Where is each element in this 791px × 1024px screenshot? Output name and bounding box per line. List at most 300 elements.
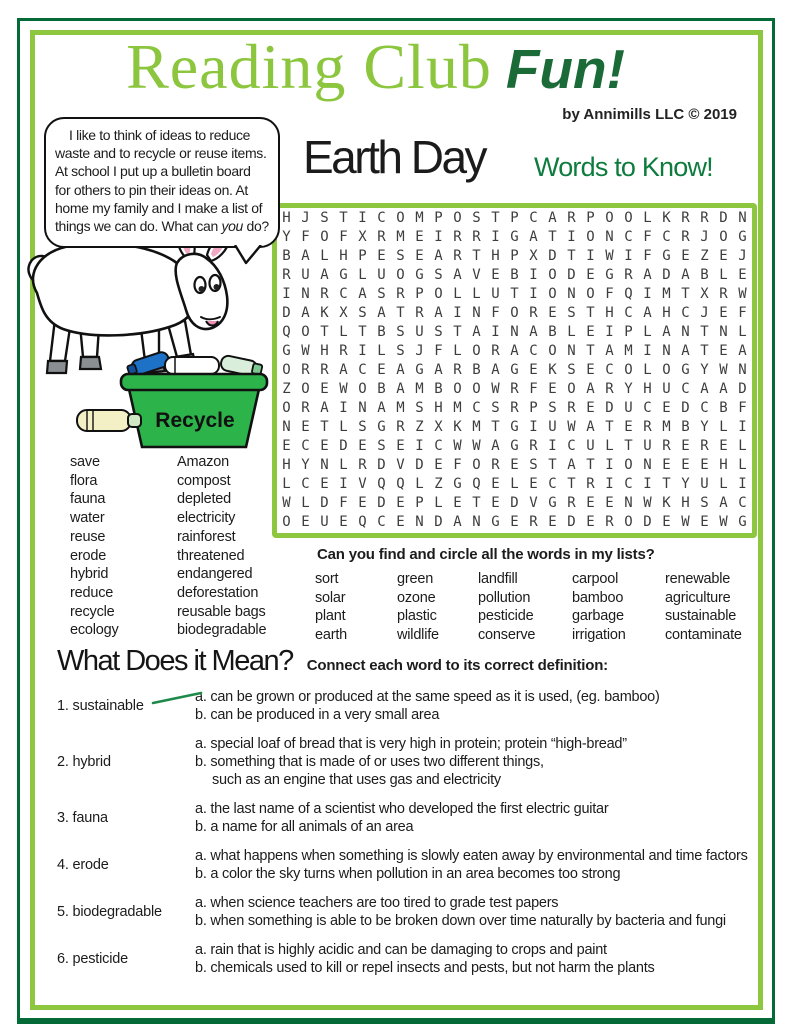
word-search-letter: E [605,495,614,511]
word-search-letter: C [548,476,557,492]
word-search-letter: Q [358,514,367,530]
word-search-letter: W [605,248,614,264]
word-search-letter: R [301,400,310,416]
word-search-letter: N [681,324,690,340]
title-reading-club: Reading Club [126,31,492,102]
find-word: solar [315,589,346,606]
word-search-letter: E [396,438,405,454]
word-search-letter: E [586,267,595,283]
word-search-letter: O [358,381,367,397]
find-words-column [315,570,397,645]
find-words-columns [315,570,742,645]
find-word: bamboo [572,589,624,606]
word-search-letter: F [453,457,462,473]
word-search-letter: E [396,514,405,530]
word-search-letter: G [282,343,291,359]
find-word: wildlife [397,627,439,644]
word-search-letter: O [472,343,481,359]
left-word-lists [70,453,266,640]
word-search-letter: K [548,362,557,378]
word-search-letter: T [662,476,671,492]
word-search-letter: W [681,514,690,530]
word-search-row [277,342,752,361]
word-search-letter: K [662,495,671,511]
word-search-letter: A [453,514,462,530]
word-search-letter: S [358,305,367,321]
word-search-letter: N [567,343,576,359]
word-search-row [277,247,752,266]
word-list-item: erode [70,547,107,564]
word-search-letter: X [700,286,709,302]
word-search-letter: Z [282,381,291,397]
word-search-letter: S [415,400,424,416]
word-search-letter: H [681,495,690,511]
word-search-letter: C [301,438,310,454]
definition-option: a. rain that is highly acidic and can be damaging to crops and paint [195,942,607,958]
definition-item [57,800,751,836]
word-search-letter: N [624,495,633,511]
word-search-letter: E [529,362,538,378]
definition-word [57,800,195,836]
word-search-letter: O [396,210,405,226]
word-search-letter: E [700,514,709,530]
word-search-letter: D [415,457,424,473]
word-search-letter: M [453,400,462,416]
word-search-letter: I [605,457,614,473]
word-search-letter: F [434,343,443,359]
word-search-row [277,323,752,342]
word-search-letter: R [605,381,614,397]
word-search-letter: D [662,267,671,283]
definition-option: a. can be grown or produced at the same speed as it is used, (eg. bamboo) [195,689,660,705]
word-search-letter: I [358,343,367,359]
word-search-letter: E [548,514,557,530]
word-search-letter: T [472,248,481,264]
find-word: pollution [478,589,531,606]
word-search-letter: C [377,210,386,226]
word-search-row [277,456,752,475]
definition-option: b. a name for all animals of an area [195,819,414,835]
find-words-prompt: Can you find and circle all the words in my lists? [317,546,655,563]
definition-item [57,847,751,883]
word-search-letter: N [472,305,481,321]
find-word: sort [315,571,339,587]
word-search-letter: R [510,400,519,416]
word-search-letter: T [586,343,595,359]
word-search-letter: I [586,248,595,264]
word-search-letter: W [719,514,728,530]
word-search-letter: N [567,286,576,302]
word-search-letter: F [529,381,538,397]
word-list-item: electricity [177,510,236,527]
definition-options [195,894,751,930]
definition-options [195,735,751,789]
word-search-letter: E [453,495,462,511]
word-search-letter: M [415,381,424,397]
word-search-letter: R [453,248,462,264]
word-search-letter: E [491,495,500,511]
goat-body [33,244,196,336]
word-search-letter: R [472,229,481,245]
speech-bubble [44,117,280,248]
word-search-letter: C [605,362,614,378]
word-search-letter: W [738,286,747,302]
word-list-item: endangered [177,566,253,583]
word-search-letter: C [681,381,690,397]
word-search-letter: E [282,438,291,454]
definition-option: b. a color the sky turns when pollution in an area becomes too strong [195,866,621,882]
find-word: ozone [397,589,436,606]
word-search-letter: C [700,400,709,416]
word-search-letter: G [510,362,519,378]
subtitle-earth-day: Earth Day [303,131,486,183]
word-search-letter: C [624,476,633,492]
word-search-letter: T [681,286,690,302]
word-search-letter: K [320,305,329,321]
word-list-item: threatened [177,547,245,564]
word-search-letter: M [472,419,481,435]
word-list-item: reusable bags [177,603,266,620]
word-search-letter: R [396,286,405,302]
word-search-letter: I [415,438,424,454]
word-search-row [277,285,752,304]
word-search-letter: L [605,438,614,454]
word-search-letter: C [301,476,310,492]
word-search-letter: J [738,248,747,264]
word-search-letter: J [415,343,424,359]
word-search-letter: H [320,343,329,359]
word-search-letter: O [605,210,614,226]
find-words-column [478,570,572,645]
word-search-letter: H [434,400,443,416]
word-search-letter: C [377,514,386,530]
word-list-item: compost [177,472,231,489]
recycle-bin-rim [121,374,267,390]
word-search-letter: I [529,286,538,302]
recycle-bin-label: Recycle [155,409,235,432]
word-search-letter: A [719,495,728,511]
definition-options [195,800,751,836]
word-search-letter: N [719,324,728,340]
word-search-letter: E [681,438,690,454]
word-search-letter: R [681,210,690,226]
word-search-row [277,513,752,532]
word-search-letter: N [472,514,481,530]
word-search-letter: S [700,495,709,511]
word-search-letter: Y [624,381,633,397]
word-search-letter: R [282,267,291,283]
word-search-box [272,203,757,538]
word-search-letter: A [301,305,310,321]
word-search-letter: O [624,457,633,473]
find-word: plant [315,608,346,625]
word-search-letter: I [643,286,652,302]
word-search-letter: A [320,267,329,283]
word-search-letter: P [415,286,424,302]
word-search-letter: N [643,457,652,473]
word-search-letter: U [586,438,595,454]
word-search-letter: H [719,457,728,473]
word-search-letter: N [415,514,424,530]
word-search-letter: E [301,419,310,435]
word-search-letter: O [472,457,481,473]
word-search-letter: B [377,324,386,340]
word-search-letter: I [624,248,633,264]
word-search-letter: O [453,381,462,397]
word-search-letter: G [738,514,747,530]
goat-hoof [80,357,101,369]
word-search-letter: E [738,267,747,283]
word-search-letter: O [396,267,405,283]
word-search-letter: L [358,267,367,283]
word-search-letter: N [662,343,671,359]
definition-option: b. chemicals used to kill or repel insects and pests, but not harm the plants [195,960,655,976]
find-word: earth [315,627,348,644]
word-search-letter: R [491,343,500,359]
word-search-letter: D [567,514,576,530]
speech-bubble-tail [232,245,264,267]
word-search-letter: X [434,419,443,435]
word-search-letter: P [358,248,367,264]
word-search-letter: B [719,400,728,416]
word-list-item: deforestation [177,584,259,601]
word-search-letter: L [434,495,443,511]
word-search-letter: L [738,438,747,454]
definitions-heading: What Does it Mean? [57,645,293,677]
find-word: agriculture [665,589,731,606]
word-search-letter: A [719,381,728,397]
find-word: pesticide [478,608,534,625]
word-search-letter: P [510,210,519,226]
word-search-letter: R [301,362,310,378]
word-search-letter: C [358,362,367,378]
word-search-letter: R [529,438,538,454]
word-search-letter: A [396,362,405,378]
word-search-letter: D [719,210,728,226]
word-search-letter: Y [301,457,310,473]
word-search-letter: G [662,248,671,264]
word-search-letter: K [662,210,671,226]
definition-item [57,688,751,724]
find-word: sustainable [665,608,737,625]
word-search-letter: M [415,210,424,226]
find-word: green [397,571,434,587]
word-search-letter: E [662,514,671,530]
goat-hoof [47,361,67,373]
find-words-column [572,570,665,645]
find-word: garbage [572,608,624,625]
word-search-letter: L [339,324,348,340]
word-search-letter: R [567,400,576,416]
word-search-letter: Y [700,419,709,435]
definitions-instruction: Connect each word to its correct definition: [306,657,608,674]
left-word-column-2 [177,453,266,640]
word-search-letter: F [339,229,348,245]
definitions-section [57,645,751,988]
word-search-letter: T [548,457,557,473]
word-search-letter: U [320,514,329,530]
word-search-letter: E [529,476,538,492]
word-search-letter: L [738,324,747,340]
left-word-column-1 [70,453,177,640]
word-search-letter: I [529,267,538,283]
word-search-letter: E [586,514,595,530]
word-search-letter: R [510,381,519,397]
word-search-letter: T [358,324,367,340]
word-search-letter: E [415,248,424,264]
word-search-letter: A [643,267,652,283]
word-search-letter: S [491,400,500,416]
word-search-letter: N [358,400,367,416]
word-search-letter: T [510,286,519,302]
word-search-letter: T [567,476,576,492]
definition-word [57,941,195,977]
word-list-item: recycle [70,603,115,620]
word-search-letter: B [700,267,709,283]
word-search-letter: L [643,362,652,378]
word-search-letter: A [339,362,348,378]
word-search-letter: T [472,495,481,511]
word-search-letter: N [738,362,747,378]
word-search-letter: W [719,362,728,378]
word-search-letter: R [700,438,709,454]
word-search-letter: C [567,438,576,454]
word-list-item: water [70,510,105,527]
word-search-letter: E [586,324,595,340]
word-search-letter: A [586,419,595,435]
definition-option-continued: such as an engine that uses gas and electricity [212,772,501,788]
word-list-item: ecology [70,622,119,639]
word-search-letter: D [377,457,386,473]
word-search-letter: E [491,476,500,492]
word-search-letter: F [301,229,310,245]
definition-word-label: 4. erode [57,857,109,873]
word-search-letter: S [567,305,576,321]
speech-bubble-text-end: do? [242,218,269,235]
definitions-header [57,645,751,678]
word-search-letter: J [700,305,709,321]
word-search-letter: U [624,400,633,416]
word-search-letter: H [282,210,291,226]
word-search-letter: B [681,419,690,435]
definition-word-label: 6. pesticide [57,951,128,967]
word-search-letter: E [624,419,633,435]
word-search-letter: O [548,343,557,359]
word-search-letter: U [301,267,310,283]
word-search-letter: T [548,229,557,245]
word-search-letter: A [510,343,519,359]
word-search-letter: A [301,248,310,264]
find-word: plastic [397,608,437,625]
word-search-letter: D [567,267,576,283]
word-search-letter: E [358,495,367,511]
white-bottle [165,357,219,374]
word-search-letter: L [567,324,576,340]
word-search-letter: E [377,362,386,378]
find-word: conserve [478,627,536,644]
word-search-row [277,380,752,399]
word-search-letter: L [339,419,348,435]
word-search-letter: E [700,457,709,473]
word-search-letter: I [434,229,443,245]
word-search-letter: O [548,267,557,283]
word-search-letter: F [738,400,747,416]
word-search-letter: W [282,495,291,511]
word-search-letter: R [415,305,424,321]
word-search-letter: T [320,324,329,340]
word-search-letter: E [719,343,728,359]
word-search-letter: A [605,343,614,359]
word-search-letter: A [434,248,443,264]
word-search-letter: E [662,400,671,416]
word-search-letter: T [700,324,709,340]
word-search-letter: A [434,305,443,321]
word-search-letter: A [586,381,595,397]
word-search-letter: E [586,362,595,378]
word-search-letter: I [605,324,614,340]
word-search-row [277,418,752,437]
word-search-letter: A [643,305,652,321]
definition-option: b. when something is able to be broken down over time naturally by bacteria and fungi [195,913,726,929]
word-search-letter: A [377,305,386,321]
word-search-letter: E [377,248,386,264]
word-search-letter: D [339,438,348,454]
word-search-letter: I [567,229,576,245]
word-search-row [277,475,752,494]
word-search-letter: W [643,495,652,511]
word-search-letter: F [339,495,348,511]
definition-word [57,847,195,883]
word-search-letter: Q [282,324,291,340]
word-search-letter: M [624,343,633,359]
word-search-letter: A [491,362,500,378]
word-search-letter: I [738,476,747,492]
word-search-letter: P [624,324,633,340]
word-search-letter: L [643,324,652,340]
word-search-letter: C [662,229,671,245]
word-search-letter: E [320,476,329,492]
word-search-letter: S [396,324,405,340]
word-list-item: reuse [70,528,106,545]
word-search-letter: E [548,305,557,321]
word-search-letter: O [586,286,595,302]
definition-word [57,894,195,930]
word-search-letter: E [320,438,329,454]
ground-bottle [77,410,141,431]
word-search-letter: C [624,305,633,321]
word-search-letter: M [662,419,671,435]
word-search-row [277,209,752,228]
word-search-letter: S [548,400,557,416]
word-search-letter: I [529,419,538,435]
word-search-letter: R [453,362,462,378]
definition-word-label: 3. fauna [57,810,108,826]
word-search-letter: G [339,267,348,283]
word-search-row [277,266,752,285]
word-search-letter: O [624,514,633,530]
word-search-letter: E [358,438,367,454]
word-search-letter: I [358,210,367,226]
word-search-letter: L [472,286,481,302]
word-search-letter: R [377,229,386,245]
word-search-letter: Y [700,362,709,378]
word-search-letter: L [719,267,728,283]
word-list-item: save [70,454,100,470]
word-search-letter: D [605,400,614,416]
word-search-letter: L [643,210,652,226]
word-search-letter: D [548,248,557,264]
word-search-letter: I [282,286,291,302]
